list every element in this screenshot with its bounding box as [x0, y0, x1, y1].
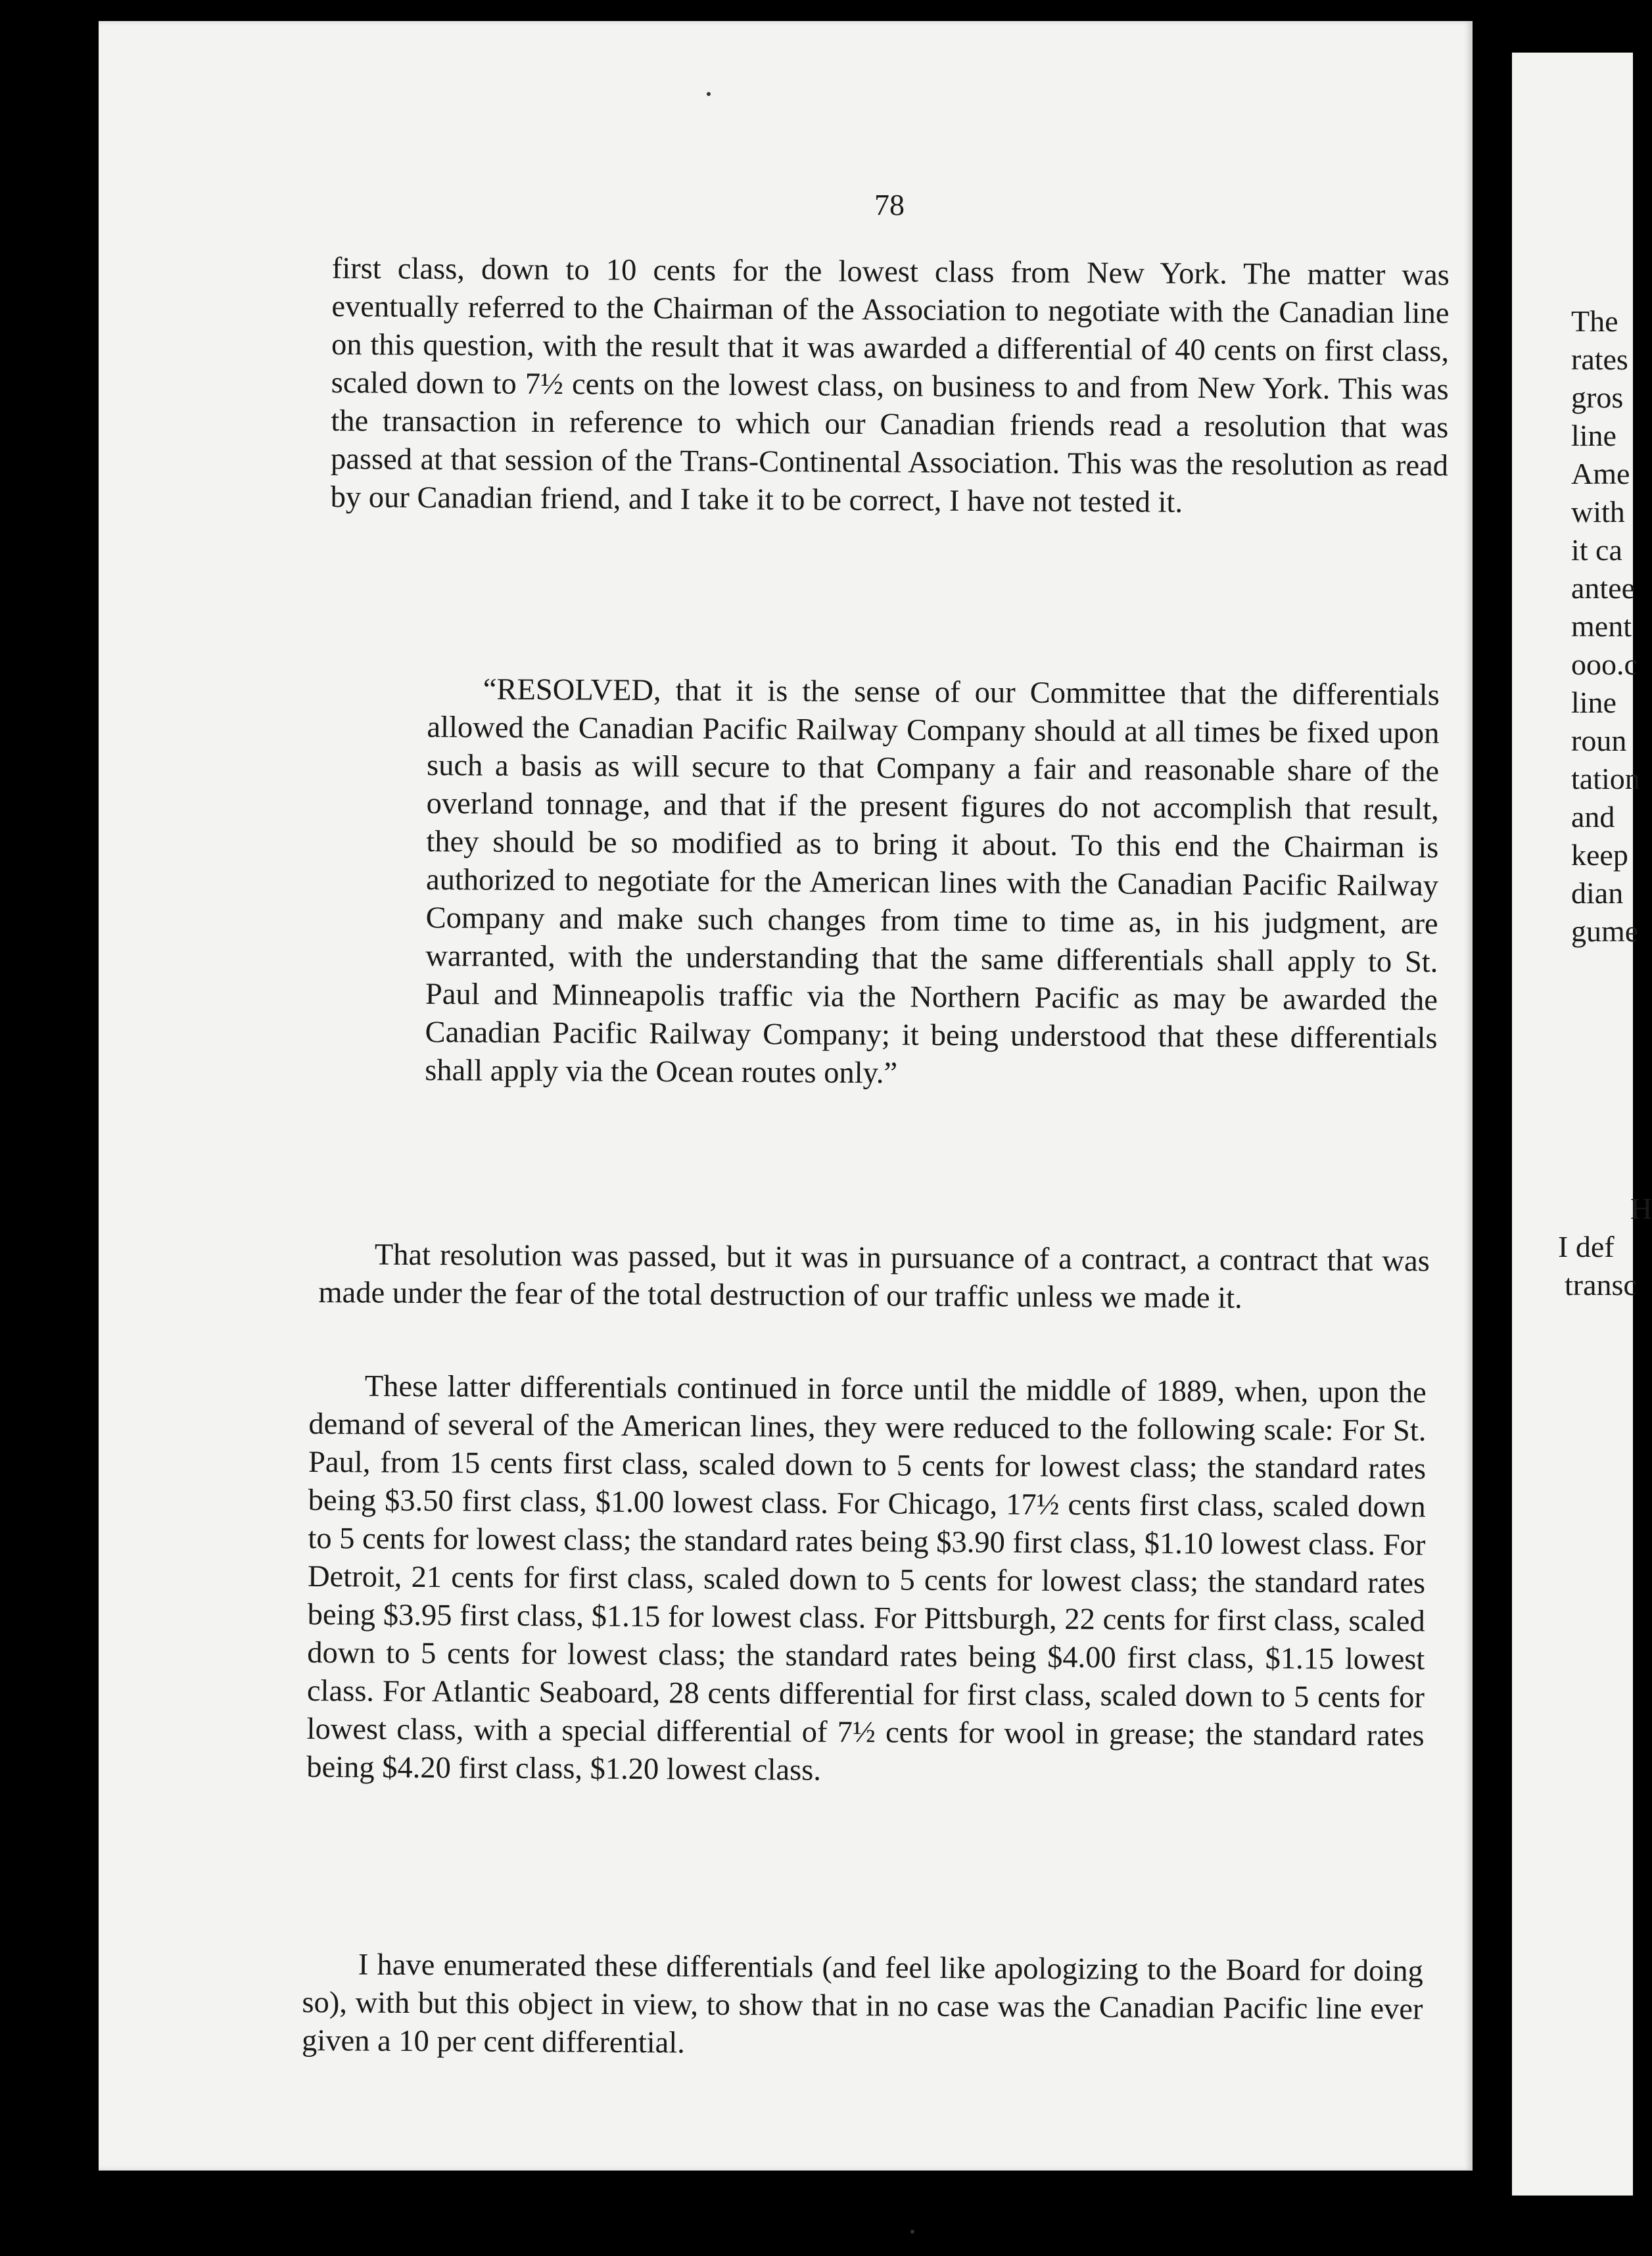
fragment: tation [1571, 762, 1640, 795]
paragraph-differential-award: first class, down to 10 cents for the lowest class from New York. The matter was eventually referred to the Chairman of the Association to negotiate with the Canadian line on this question, with the result that it was awarded a differential of 40 cents on first class, scaled down to 7½ cents on the lowest class, on business to and from New York. This was the transaction in reference to which our Canadian friends read a resolution that was passed at that session of the Trans-Continental Association. This was the resolution as read by our Canadian friend, and I take it to be correct, I have not tested it. [330, 251, 1450, 519]
fragment: The [1571, 304, 1618, 338]
page-number: 78 [874, 188, 905, 222]
fragment: I def [1558, 1230, 1615, 1263]
adjacent-page-fragments-top [1571, 302, 1640, 951]
fragment: and [1571, 800, 1615, 834]
fragment: ment [1571, 609, 1632, 643]
print-speck [707, 92, 711, 96]
fragment: line [1571, 686, 1617, 719]
fragment: gros [1571, 381, 1624, 414]
fragment: antee [1571, 571, 1636, 605]
fragment: ooo.c [1571, 647, 1638, 681]
print-speck [910, 2230, 914, 2234]
paragraph-differential-scale: These latter differentials continued in force until the middle of 1889, when, upon the demand of several of the American lines, they were reduced to the following scale: For St. Paul, from 15 cents first class, scaled down to 5 cents for lowest class; the standard rates being $3.50 first class, $1.00 lowest class. For Chicago, 17½ cents first class, scaled down to 5 cents for lowest class; the standard rates being $3.90 first class, $1.10 lowest class. For Detroit, 21 cents for first class, scaled down to 5 cents for lowest class; the standard rates being $3.95 first class, $1.15 for lowest class. For Pittsburgh, 22 cents for first class, scaled down to 5 cents for lowest class; the standard rates being $4.00 first class, $1.15 lowest class. For Atlantic Seaboard, 28 cents differential for first class, scaled down to 5 cents for lowest class, with a special differential of 7½ cents for wool in grease; the standard rates being $4.20 first class, $1.20 lowest class. [306, 1369, 1427, 1787]
quoted-resolution: “RESOLVED, that it is the sense of our Committee that the differentials allowed the Canadian Pacific Railway Company should at all times be fixed upon such a basis as will secure to that Company a fair and reasonable share of the overland tonnage, and that if the present figures do not accomplish that result, they should be so modified as to bring it about. To this end the Chairman is authorized to negotiate for the American lines with the Canadian Pacific Railway Company and make such changes from time to time as, in his judgment, are warranted, with the understanding that the same differentials shall apply to St. Paul and Minneapolis traffic via the Northern Pacific as may be awarded the Canadian Pacific Railway Company; it being understood that these differentials shall apply via the Ocean routes only.” [425, 672, 1440, 1091]
fragment: H [1630, 1192, 1652, 1225]
fragment: gume [1571, 914, 1639, 948]
adjacent-page-fragments-bottom [1558, 1190, 1652, 1304]
fragment: keep [1571, 838, 1628, 872]
fragment: transc [1565, 1268, 1637, 1302]
paragraph-enumeration-conclusion: I have enumerated these differentials (and feel like apologizing to the Board for doing so), with but this object in view, to show that in no case was the Canadian Pacific line ever given a 10 per cent differential. [301, 1948, 1423, 2060]
fragment: line [1571, 419, 1617, 452]
fragment: it ca [1571, 533, 1622, 567]
fragment: rates [1571, 342, 1628, 376]
paragraph-resolution-passed: That resolution was passed, but it was in pursuance of a contract, a contract that was made under the fear of the total destruction of our traffic unless we made it. [318, 1238, 1430, 1315]
fragment: with [1571, 495, 1625, 529]
fragment: roun [1571, 724, 1627, 757]
adjacent-page-edge [1512, 53, 1652, 2196]
fragment: dian [1571, 876, 1624, 910]
fragment: Ame [1571, 457, 1630, 490]
